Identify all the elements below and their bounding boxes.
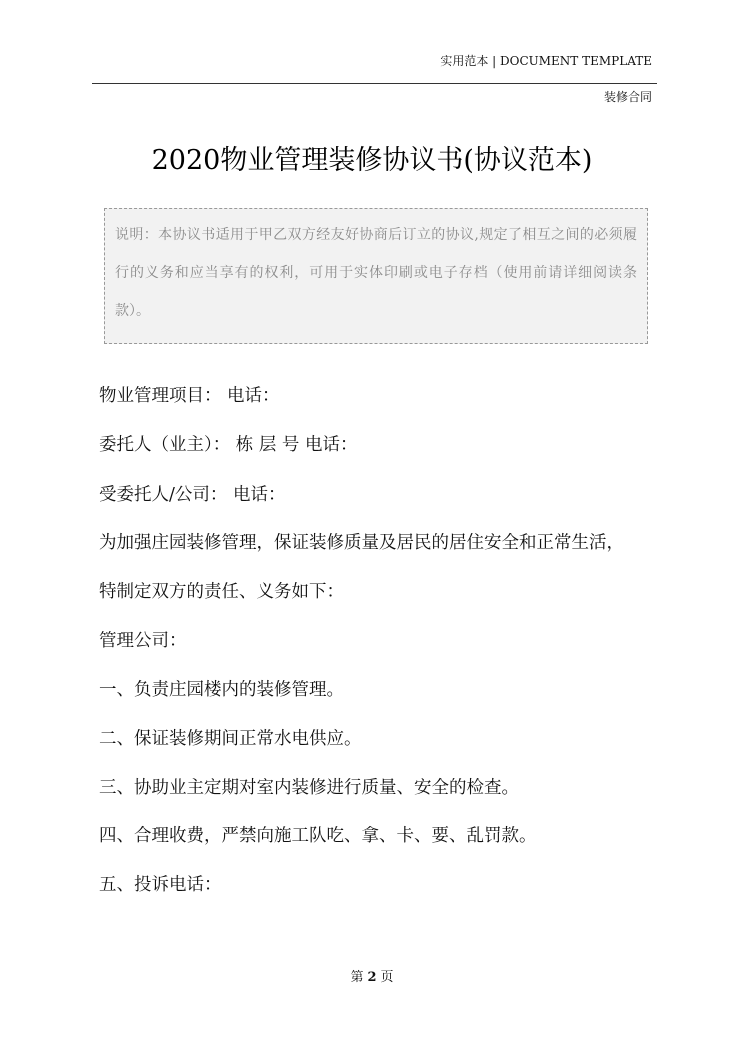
footer-suffix: 页 [380, 970, 394, 985]
note-text: 说明：本协议书适用于甲乙双方经友好协商后订立的协议,规定了相互之间的必须履行的义务和应当享有的权利，可用于实体印刷或电子存档（使用前请详细阅读条款）。 [115, 227, 637, 319]
footer-prefix: 第 [350, 970, 364, 985]
body-line-clause-1: 一、负责庄园楼内的装修管理。 [99, 680, 344, 700]
page-number: 2 [367, 970, 377, 985]
body-line-clause-5: 五、投诉电话： [99, 875, 222, 895]
header-document-template-label: 实用范本 | DOCUMENT TEMPLATE [440, 54, 652, 68]
page-footer [0, 966, 744, 985]
body-line-owner: 委托人（业主）： 栋 层 号 电话： [99, 435, 358, 455]
header-divider [92, 83, 657, 84]
header-category: 装修合同 [603, 90, 652, 104]
body-line-clause-4: 四、合理收费，严禁向施工队吃、拿、卡、要、乱罚款。 [99, 826, 537, 846]
body-line-purpose: 为加强庄园装修管理，保证装修质量及居民的居住安全和正常生活， [99, 533, 624, 553]
body-line-clause-2: 二、保证装修期间正常水电供应。 [99, 729, 362, 749]
document-title: 2020物业管理装修协议书(协议范本) [151, 145, 593, 176]
body-line-contractor: 受委托人/公司： 电话： [99, 485, 286, 505]
body-line-purpose-cont: 特制定双方的责任、义务如下： [99, 582, 344, 602]
body-line-management-heading: 管理公司： [99, 631, 187, 651]
body-line-project: 物业管理项目： 电话： [99, 386, 280, 406]
body-line-clause-3: 三、协助业主定期对室内装修进行质量、安全的检查。 [99, 778, 519, 798]
note-box [104, 208, 648, 344]
